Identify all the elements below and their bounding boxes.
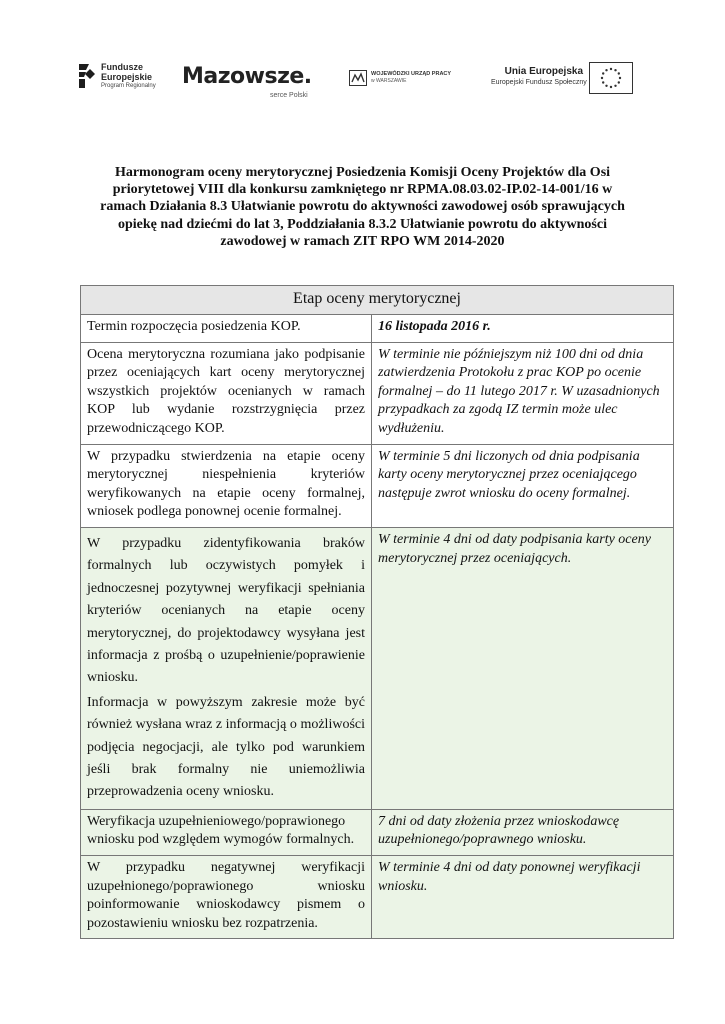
eu-flag-icon (589, 62, 633, 94)
table-row (81, 856, 674, 939)
step-description-note: Informacja w powyższym zakresie może być również wysłana wraz z informacją o możliwości podjęcia negocjacji, ale tylko pod warunkiem jeśli brak formalny nie uniemożliwia przeprowadzenia oceny wniosku. (87, 694, 365, 800)
schedule-table (80, 285, 674, 939)
table-row (81, 444, 674, 527)
eu-line2: Europejski Fundusz Społeczny (491, 79, 587, 86)
step-deadline: W terminie 4 dni od daty ponownej weryfikacji wniosku. (372, 856, 674, 939)
table-header: Etap oceny merytorycznej (81, 286, 674, 315)
step-deadline: 16 listopada 2016 r. (372, 315, 674, 343)
mazowsze-wordmark: Mazowsze. (182, 64, 312, 89)
wup-line1: WOJEWÓDZKI URZĄD PRACY (371, 71, 452, 77)
step-deadline: W terminie 4 dni od daty podpisania karty oceny merytorycznej przez oceniających. (372, 527, 674, 809)
mazowsze-subtitle: serce Polski (270, 92, 308, 99)
fe-line1: Fundusze (101, 62, 143, 72)
step-description: W przypadku zidentyfikowania braków formalnych lub oczywistych pomyłek i jednoczesnej pozytywnej weryfikacji spełniania kryteriów ocenianych na etapie oceny merytorycznej, do projektodawcy wysyłana jest informacja z prośbą o uzupełnienie/poprawienie wniosku. (87, 535, 365, 686)
logo-bar (0, 48, 725, 108)
table-row (81, 809, 674, 855)
eu-line1: Unia Europejska (504, 66, 583, 77)
table-row (81, 527, 674, 809)
step-description: Weryfikacja uzupełnieniowego/poprawionego wniosku pod względem wymogów formalnych. (81, 809, 372, 855)
table-row (81, 315, 674, 343)
wup-mark-icon (349, 70, 367, 86)
wup-line2: w WARSZAWIE (371, 78, 407, 84)
fe-mark-icon (77, 62, 97, 90)
step-description: Termin rozpoczęcia posiedzenia KOP. (81, 315, 372, 343)
mazowsze-logo (182, 64, 312, 99)
step-deadline: W terminie nie późniejszym niż 100 dni od dnia zatwierdzenia Protokołu z prac KOP po ocenie formalnej – do 11 lutego 2017 r. W uzasadnionych przypadkach za zgodą IZ termin może ulec wydłużeniu. (372, 342, 674, 444)
fe-line2: Europejskie (101, 72, 153, 82)
document-title: Harmonogram oceny merytorycznej Posiedzenia Komisji Oceny Projektów dla Osi priorytetowej VIII dla konkursu zamkniętego nr RPMA.08.03.02-IP.02-14-001/16 w ramach Działania 8.3 Ułatwianie powrotu do aktywności zawodowej osób sprawujących opiekę nad dziećmi do lat 3, Poddziałania 8.3.2 Ułatwianie powrotu do aktywności zawodowej w ramach ZIT RPO WM 2014-2020 (100, 165, 625, 249)
step-deadline: 7 dni od daty złożenia przez wnioskodawcę uzupełnionego/poprawnego wniosku. (372, 809, 674, 855)
fe-line3: Program Regionalny (101, 83, 156, 89)
table-header-row (81, 286, 674, 315)
step-description-cell (81, 527, 372, 809)
table-row (81, 342, 674, 444)
step-description: W przypadku stwierdzenia na etapie oceny merytorycznej niespełnienia kryteriów weryfikowanych na etapie oceny formalnej, wniosek podlega ponownej ocenie formalnej. (81, 444, 372, 527)
step-deadline: W terminie 5 dni liczonych od dnia podpisania karty oceny merytorycznej przez oceniającego następuje zwrot wniosku do oceny formalnej. (372, 444, 674, 527)
step-description: Ocena merytoryczna rozumiana jako podpisanie przez oceniających kart oceny merytorycznej wszystkich projektów ocenianych w ramach KOP lub wydanie rozstrzygnięcia przez przewodniczącego KOP. (81, 342, 372, 444)
step-description: W przypadku negatywnej weryfikacji uzupełnionego/poprawionego wniosku poinformowanie wnioskodawcy pismem o pozostawieniu wniosku bez rozpatrzenia. (81, 856, 372, 939)
